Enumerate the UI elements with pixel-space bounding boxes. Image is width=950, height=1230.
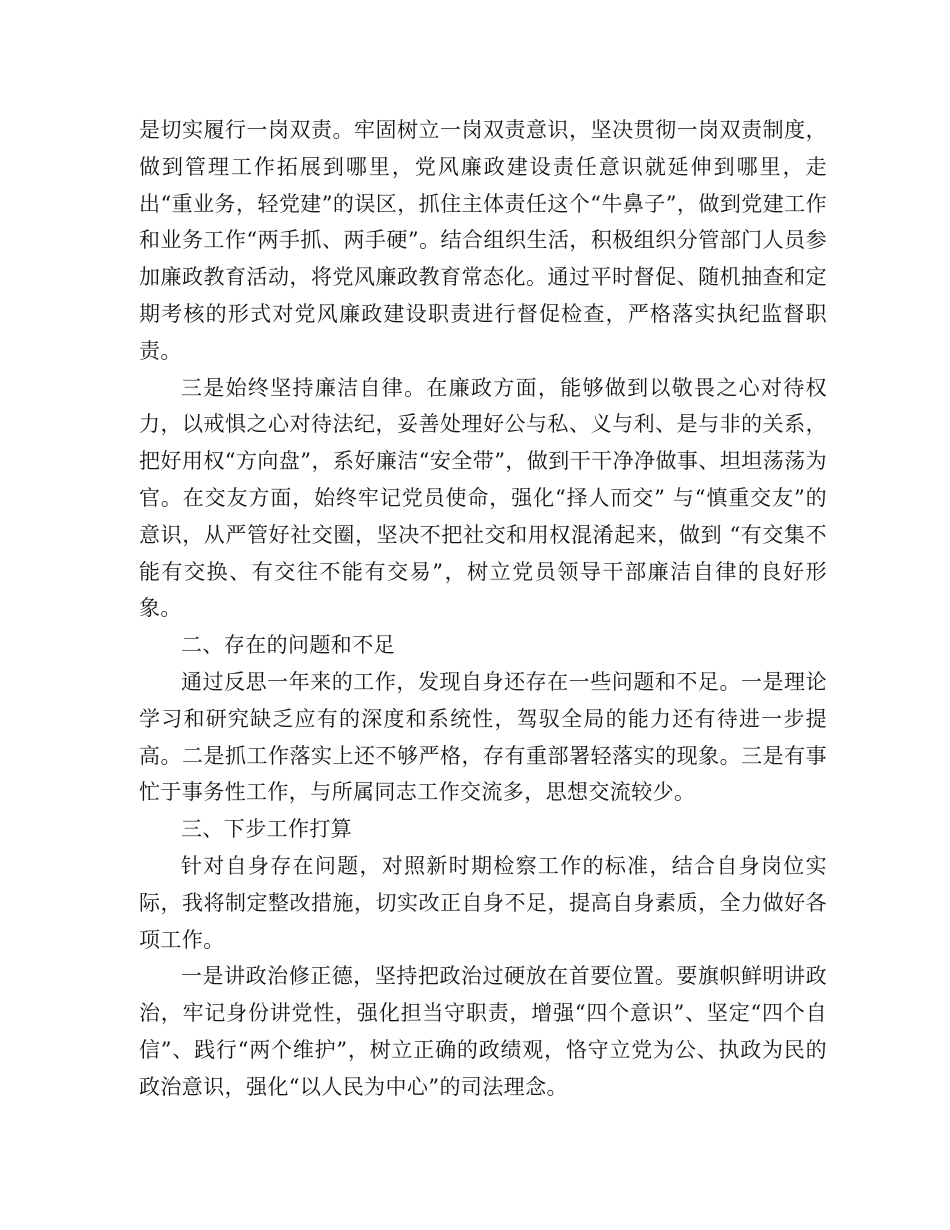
section-heading-next-steps: 三、下步工作打算 [181, 817, 353, 842]
paragraph-next-steps-intro: 针对自身存在问题，对照新时期检察工作的标准，结合自身岗位实际，我将制定整改措施，切实改正自身不足，提高自身素质，全力做好各项工作。 [139, 853, 827, 952]
paragraph-integrity: 三是始终坚持廉洁自律。在廉政方面，能够做到以敬畏之心对待权力，以戒惧之心对待法纪，妥善处理好公与私、义与利、是与非的关系，把好用权“方向盘”，系好廉洁“安全带”，做到干干净净做事、坦坦荡荡为官。在交友方面，始终牢记党员使命，强化“择人而交” 与“慎重交友”的意识，从严管好社交圈，坚决不把社交和用权混淆起来，做到 “有交集不能有交换、有交往不能有交易”，树立党员领导干部廉洁自律的良好形象。 [139, 375, 827, 621]
paragraph-continued: 是切实履行一岗双责。牢固树立一岗双责意识，坚决贯彻一岗双责制度，做到管理工作拓展到哪里，党风廉政建设责任意识就延伸到哪里，走出“重业务，轻党建”的误区，抓住主体责任这个“牛鼻子”，做到党建工作和业务工作“两手抓、两手硬”。结合组织生活，积极组织分管部门人员参加廉政教育活动，将党风廉政教育常态化。通过平时督促、随机抽查和定期考核的形式对党风廉政建设职责进行督促检查，严格落实执纪监督职责。 [139, 118, 827, 363]
document-page [139, 112, 827, 1106]
paragraph-problems: 通过反思一年来的工作，发现自身还存在一些问题和不足。一是理论学习和研究缺乏应有的深度和系统性，驾驭全局的能力还有待进一步提高。二是抓工作落实上还不够严格，存有重部署轻落实的现象。三是有事忙于事务性工作，与所属同志工作交流多，思想交流较少。 [139, 669, 827, 805]
paragraph-politics: 一是讲政治修正德，坚持把政治过硬放在首要位置。要旗帜鲜明讲政治，牢记身份讲党性，强化担当守职责，增强“四个意识”、坚定“四个自信”、践行“两个维护”，树立正确的政绩观，恪守立党为公、执政为民的政治意识，强化“以人民为中心”的司法理念。 [139, 964, 827, 1099]
section-heading-problems: 二、存在的问题和不足 [181, 633, 395, 658]
